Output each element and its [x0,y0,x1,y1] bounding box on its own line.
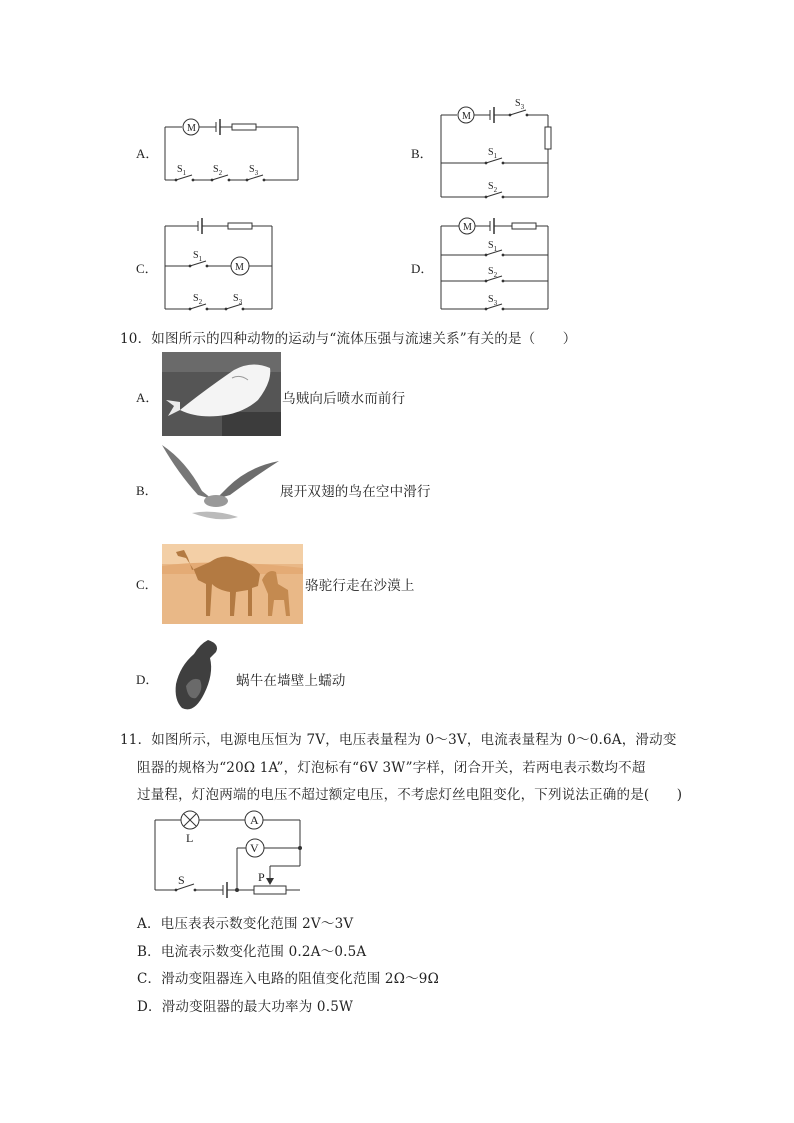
q10-option-d-label: D． [136,672,159,687]
svg-text:S3: $S_3$ [515,98,525,111]
svg-text:S2: $S_2$ [488,181,498,194]
q9-option-b-label: B． [411,146,433,161]
q11-option-a-text: 电压表表示数变化范围 2V～3V [160,916,354,932]
svg-text:S3: $S_3$ [488,294,498,307]
q11-stem-line-3: 过量程，灯泡两端的电压不超过额定电压，不考虑灯丝电阻变化，下列说法正确的是( ) [137,787,683,803]
q10-stem: 10．如图所示的四种动物的运动与“流体压强与流速关系”有关的是（ ） [120,331,577,347]
svg-text:S2: $S_2$ [213,164,223,177]
svg-text:L: L [186,831,194,845]
svg-text:S1: $S_1$ [177,164,187,177]
q10-option-a-label: A． [136,390,159,405]
bird-image [158,443,281,523]
svg-text:P: P [258,870,265,884]
q10-option-a-text: 乌贼向后喷水而前行 [282,391,406,407]
svg-text:S2: $S_2$ [193,293,203,306]
q10-option-b-label: B． [136,483,158,498]
q11-option-b-text: 电流表示数变化范围 0.2A～0.5A [160,944,367,960]
svg-text:S2: $S_2$ [488,266,498,279]
q10-option-c-label: C． [136,577,158,592]
motor-label: M [187,123,196,134]
q10-option-c-text: 骆驼行走在沙漠上 [305,578,415,594]
svg-text:M: M [235,262,244,273]
q10-option-d-text: 蜗牛在墙壁上蠕动 [236,673,346,689]
q9-circuit-b [436,97,556,203]
q11-option-c-text: 滑动变阻器连入电路的阻值变化范围 2Ω～9Ω [161,971,439,987]
q11-option-b [137,940,366,960]
q9-circuit-c [160,215,280,315]
svg-text:M: M [463,222,472,233]
svg-text:S1: $S_1$ [488,147,498,160]
squid-image [162,352,281,436]
q9-option-d-label: D． [411,261,434,276]
q11-circuit [150,808,310,900]
q11-option-a-label: A． [137,916,161,932]
camel-image [162,544,303,624]
svg-text:A: A [250,813,259,827]
q9-option-a-label: A． [136,146,159,161]
q9-circuit-a [160,112,305,187]
svg-text:S1: $S_1$ [488,240,498,253]
q11-option-d [137,995,353,1015]
svg-text:M: M [462,111,471,122]
svg-text:V: V [250,841,259,855]
snail-image [170,638,225,716]
q11-option-a [137,912,353,932]
svg-text:S3: $S_3$ [233,293,243,306]
q9-circuit-d [436,215,556,315]
q11-option-c-label: C． [137,971,162,987]
svg-text:S: S [178,873,185,887]
q11-option-d-label: D． [137,999,162,1015]
q11-option-c [137,967,439,987]
q9-option-c-label: C． [136,261,158,276]
q11-stem-line-2: 阻器的规格为“20Ω 1A”，灯泡标有“6V 3W”字样，闭合开关，若两电表示数均不超 [137,760,646,776]
q11-option-d-text: 滑动变阻器的最大功率为 0.5W [161,999,354,1015]
q11-option-b-label: B． [137,944,161,960]
q11-stem-line-1: 11．如图所示，电源电压恒为 7V，电压表量程为 0～3V，电流表量程为 0～0.6A，滑动变 [120,732,677,748]
svg-text:S3: $S_3$ [249,164,259,177]
svg-text:S1: $S_1$ [193,250,203,263]
q10-option-b-text: 展开双翅的鸟在空中滑行 [280,484,431,500]
